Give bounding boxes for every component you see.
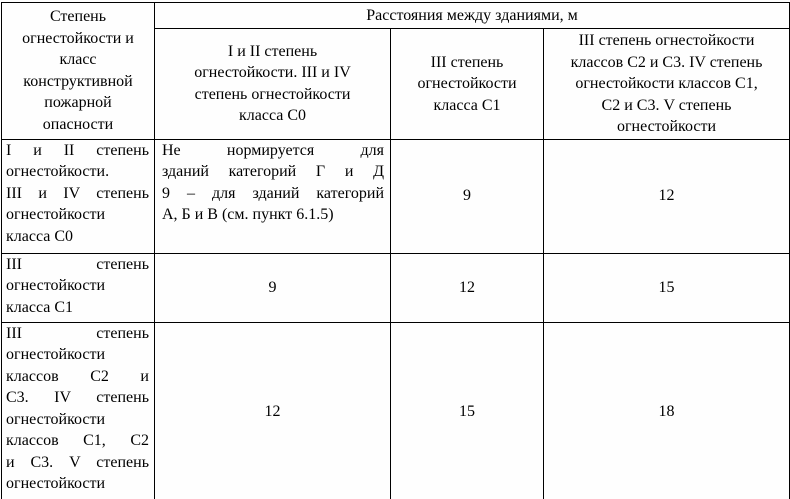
table-row xyxy=(2,253,790,322)
text-line: С2 и С3. V степень xyxy=(601,96,732,114)
text-line: I и II степень xyxy=(227,42,318,60)
text-line: классов С2 и С3. IV степень xyxy=(570,53,763,71)
row1-note-cell xyxy=(155,139,391,253)
col-header-degree-1-2-c0 xyxy=(155,29,391,140)
row3-col3-value: 15 xyxy=(391,322,544,499)
col-header-degree-3-c1 xyxy=(391,29,544,140)
row1-label-cell xyxy=(2,139,155,253)
text-line: 9 – для зданий категорий xyxy=(162,184,384,202)
text-line: огнестойкости классов С1, xyxy=(575,75,758,92)
row3-label-cell xyxy=(2,322,155,499)
table-row xyxy=(2,139,790,253)
text-line: класса С0 xyxy=(238,107,307,125)
text-line: III и IV степень xyxy=(6,184,149,202)
text-line: пожарной xyxy=(44,94,112,112)
row3-col2-value: 12 xyxy=(155,322,391,499)
text-line: класса С0 xyxy=(6,227,74,245)
text-line: конструктивной xyxy=(23,72,133,90)
text-line: III степень xyxy=(6,255,149,273)
fire-distances-table xyxy=(1,2,790,499)
text-line: огнестойкости xyxy=(616,118,717,135)
distances-span-header: Расстояния между зданиями, м xyxy=(155,3,790,29)
text-line: Степень xyxy=(49,8,107,26)
col-header-degree-3-c2-c3 xyxy=(544,29,790,140)
row1-col4-value: 12 xyxy=(544,139,790,253)
row2-col2-value: 9 xyxy=(155,253,391,322)
corner-header-cell xyxy=(2,3,155,140)
text-line: огнестойкости xyxy=(417,75,517,92)
text-line: III степень огнестойкости xyxy=(578,32,755,49)
text-line: А, Б и В (см. пункт 6.1.5) xyxy=(162,206,334,223)
text-line: огнестойкости. xyxy=(6,163,110,180)
text-line: огнестойкости xyxy=(6,475,106,492)
text-line: огнестойкости xyxy=(6,346,106,363)
row2-col3-value: 12 xyxy=(391,253,544,322)
text-line: огнестойкости и xyxy=(22,29,134,47)
text-line: класс xyxy=(59,51,97,69)
text-line: огнестойкости xyxy=(6,410,106,428)
header-row-top xyxy=(2,3,790,29)
text-line: класса С1 xyxy=(6,298,74,316)
text-line: классов С1, С2 xyxy=(6,432,149,449)
text-line: огнестойкости xyxy=(6,277,106,294)
text-line: классов С2 и xyxy=(6,367,149,385)
row2-col4-value: 15 xyxy=(544,253,790,322)
text-line: I и II степень xyxy=(6,141,149,159)
row3-col4-value: 18 xyxy=(544,322,790,499)
row2-label-cell xyxy=(2,253,155,322)
table-row xyxy=(2,322,790,499)
text-line: С3. IV степень xyxy=(6,389,149,406)
text-line: класса С1 xyxy=(433,96,501,114)
text-line: опасности xyxy=(42,115,114,133)
text-line: степень огнестойкости xyxy=(194,85,351,103)
text-line: огнестойкости. III и IV xyxy=(194,64,351,82)
row1-col3-value: 9 xyxy=(391,139,544,253)
text-line: III степень xyxy=(430,53,504,71)
text-line: III степень xyxy=(6,324,149,342)
text-line: зданий категорий Г и Д xyxy=(162,163,384,180)
text-line: огнестойкости xyxy=(6,206,106,223)
text-line: Не нормируется для xyxy=(162,141,384,159)
text-line: и С3. V степень xyxy=(6,453,149,471)
